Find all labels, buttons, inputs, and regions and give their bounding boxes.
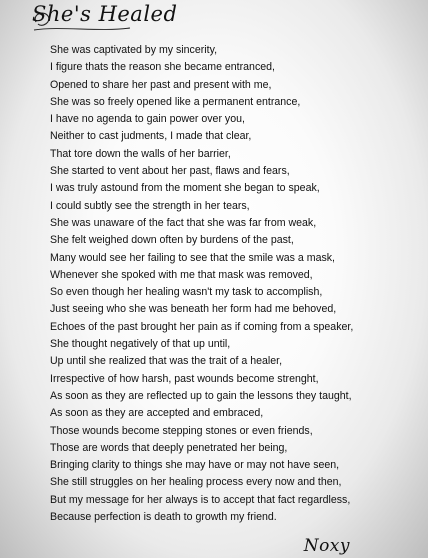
- poem-line: I have no agenda to gain power over you,: [50, 113, 245, 126]
- poem-line: Up until she realized that was the trait of a healer,: [50, 355, 283, 368]
- poem-line: I was truly astound from the moment she began to speak,: [50, 182, 320, 195]
- poem-title: She's Healed: [32, 2, 178, 26]
- poem-line: As soon as they are reflected up to gain the lessons they taught,: [50, 389, 352, 402]
- poem-body: [50, 42, 420, 526]
- poem-line: Just seeing who she was beneath her form had me behoved,: [50, 303, 337, 316]
- poem-line: She was unaware of the fact that she was far from weak,: [50, 216, 317, 229]
- poem-line: As soon as they are accepted and embraced,: [50, 407, 264, 420]
- poem-line: Irrespective of how harsh, past wounds become strenght,: [50, 372, 319, 385]
- poem-line: Those are words that deeply penetrated her being,: [50, 441, 288, 454]
- poem-line: Opened to share her past and present with me,: [50, 78, 272, 91]
- poem-line: She started to vent about her past, flaws and fears,: [50, 165, 290, 178]
- poem-line: She was so freely opened like a permanent entrance,: [50, 95, 301, 108]
- author-signature: Noxy: [303, 536, 350, 556]
- poem-line: Echoes of the past brought her pain as if coming from a speaker,: [50, 320, 354, 333]
- poem-line: So even though her healing wasn't my task to accomplish,: [50, 286, 323, 299]
- poem-line: Many would see her failing to see that the smile was a mask,: [50, 251, 335, 264]
- poem-line: That tore down the walls of her barrier,: [50, 147, 231, 160]
- poem-line: Bringing clarity to things she may have or may not have seen,: [50, 459, 340, 472]
- poem-line: She still struggles on her healing process every now and then,: [50, 476, 342, 489]
- poem-line: Whenever she spoked with me that mask was removed,: [50, 268, 313, 281]
- poem-line: She was captivated by my sincerity,: [50, 44, 218, 56]
- poem-line: She thought negatively of that up until,: [50, 338, 231, 351]
- poem-line: But my message for her always is to accept that fact regardless,: [50, 493, 351, 506]
- poem-line: I figure thats the reason she became entranced,: [50, 61, 275, 74]
- poem-line: Because perfection is death to growth my friend.: [50, 511, 277, 524]
- poem-line: She felt weighed down often by burdens of the past,: [50, 234, 294, 247]
- poem-line: Those wounds become stepping stones or even friends,: [50, 424, 313, 437]
- poem-line: I could subtly see the strength in her tears,: [50, 199, 250, 212]
- poem-line: Neither to cast judments, I made that clear,: [50, 130, 252, 143]
